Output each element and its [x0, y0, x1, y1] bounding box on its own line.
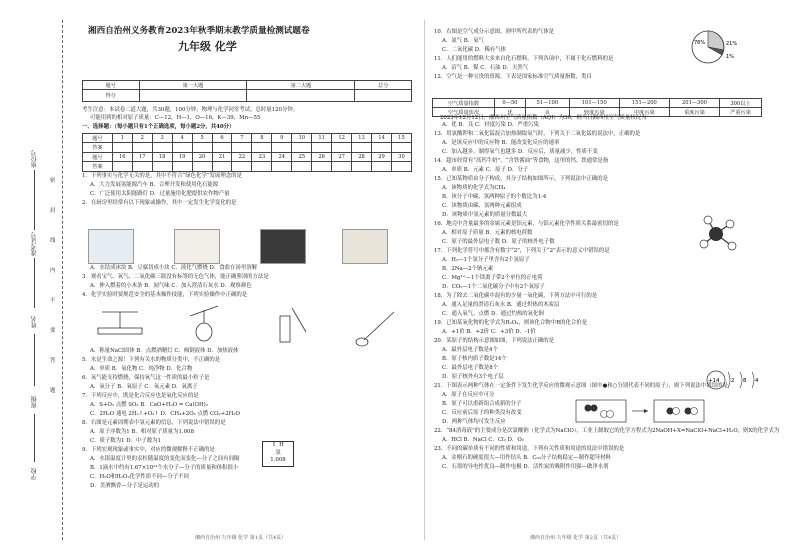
answer-cell[interactable]: [192, 162, 212, 172]
answer-cell[interactable]: [332, 162, 352, 172]
question-number-cell: 15: [391, 134, 411, 143]
answer-cell[interactable]: [112, 162, 132, 172]
answer-cell[interactable]: [252, 162, 272, 172]
question-line: A．是该反应中的反应物 B．能改变化反应的速率: [442, 140, 560, 146]
class-label: 班级: [31, 396, 38, 408]
name-line: [34, 334, 35, 386]
question-line: A．通入足量的澄清石灰水 B．通过炽热的木炭层: [442, 302, 560, 308]
question-line: C．Mg²⁺—1个镁离子带2个单位的正电荷: [442, 275, 543, 281]
aqi-cell: 51—100: [525, 99, 569, 108]
question-line: 7．下列反应中，既是化合反应也是氧化反应的是: [82, 393, 199, 399]
question-number-cell: 23: [252, 153, 272, 162]
question-number-cell: 2: [132, 134, 152, 143]
question-line: 17．下列化学符号中都含有数字“2”，下列关于“2”表示的意义中错误的是: [434, 248, 610, 254]
question-number-cell: 22: [232, 153, 252, 162]
answer-cell[interactable]: [272, 143, 292, 153]
sealing-char: 答: [50, 358, 56, 364]
aqi-row-label: 空气质量指数: [433, 99, 495, 108]
answer-cell[interactable]: [112, 143, 132, 153]
question-line: 13．用氯酸钾和二氧化锰混合加热制取氧气时，下列关于二氧化锰的说法中，正确的是: [434, 131, 641, 137]
question-line: C．2H₂O 通电 2H₂↑+O₂↑ D．CH₄+2O₂ 点燃 CO₂+2H₂O: [90, 411, 240, 417]
sealing-char: 封: [50, 208, 56, 214]
question-line: 2．在厨房里经常有以下现象或操作，其中一定发生化学变化的是: [82, 200, 237, 206]
grid-row-label: 答案: [83, 162, 113, 172]
answer-cell[interactable]: [332, 143, 352, 153]
question-line: A．金刚石的硬度很大—用作钻头 B．C₆₀分子结构稳定—制作超导材料: [442, 455, 611, 461]
aqi-cell: 0—50: [494, 99, 525, 108]
question-line: A．HCl B．NaCl C．Cl₂ D．O₂: [442, 437, 524, 443]
answer-cell[interactable]: [132, 143, 152, 153]
question-line: 20．某原子的结构示意图如图，下列说法正确的是: [434, 338, 555, 344]
question-number-cell: 24: [272, 153, 292, 162]
aqi-cell: 重度污染: [669, 108, 719, 117]
question-line: 21．下图表示两种气体在一定条件下发生化学反应的微观示意图（图中●和○分别代表不同的原子），则下列说法中错误的是: [434, 383, 728, 389]
footer-left: 湘西自治州·九年级 化学 第1页（共4页）: [195, 535, 287, 541]
question-line: A．氧分子 B．氧原子 C．氧元素 D．氧离子: [90, 384, 198, 390]
score-header: 第二大题: [247, 81, 355, 90]
h-symbol: H: [279, 442, 284, 448]
h-number: 1: [272, 442, 276, 448]
question-line: D．美酒飘香—分子是运动的: [90, 483, 160, 489]
pie-label-21: 21%: [726, 41, 738, 47]
aqi-note: 2023年12月12日，湘西州空气质量指数（AQI）为36，则当日湘西州空气质量状况为: [440, 115, 647, 121]
score-cell[interactable]: [355, 90, 412, 102]
question-number-cell: 1: [112, 134, 132, 143]
section-heading: 一、选择题：（每小题只有1个正确选项，每小题2分，共40分）: [82, 124, 235, 130]
question-line: A．单质 B．氧化物 C．纯净物 D．化合物: [90, 366, 193, 372]
question-line: A．相对原子质量 B．元素的核电荷数: [442, 230, 533, 236]
aqi-cell: 151—200: [619, 99, 669, 108]
question-line: 16．地壳中含量最多的金属元素是铝元素，与铝元素化学性质关系最密切的是: [434, 221, 619, 227]
question-number-cell: 20: [192, 153, 212, 162]
question-number-cell: 5: [192, 134, 212, 143]
question-number-cell: 28: [352, 153, 372, 162]
question-number-cell: 12: [332, 134, 352, 143]
question-line: C．质子数为1 D．中子数为1: [90, 438, 161, 444]
answer-cell[interactable]: [391, 143, 411, 153]
question-line: 12．空气是一种宝贵的资源，下表是国家标准空气质量指数，类目: [434, 74, 592, 80]
grid-row-label: 题号: [83, 134, 113, 143]
question-line: A．水结成冰块 B．豆腐切成小块 C．液化气燃烧 D．食盐在汤里溶解: [90, 265, 257, 271]
methane-molecule-model: [694, 212, 742, 256]
question-line: A．优 B．良 C．轻度污染 D．严重污染: [442, 122, 539, 128]
question-number-cell: 19: [172, 153, 192, 162]
question-line: 3．观看宝气、氧气、二氧化碳三瓶没有标签的无色气体，能正确鉴别的方法是: [82, 274, 269, 280]
question-number-cell: 18: [152, 153, 172, 162]
question-line: A．沼气 B．煤 C．石油 D．天然气: [442, 65, 529, 71]
grid-row-label: 题号: [83, 153, 113, 162]
question-line: A．水银温度计里的汞柱随温度的变化而变化—分子之间有间隔: [90, 456, 240, 462]
answer-cell[interactable]: [391, 162, 411, 172]
atom-structure-diagram: [704, 368, 768, 392]
question-line: 14．超市经常有“高钙牛奶”、“含铁酱油”等食物，这里的钙、铁通常是指: [434, 158, 609, 164]
question-number-cell: 8: [252, 134, 272, 143]
question-line: A．单质 B．元素 C．原子 D．分子: [442, 167, 529, 173]
aqi-cell: 300以上: [720, 99, 762, 108]
atomic-masses: 可能用到的相对原子质量：C—12，H—1，O—16，K—39，Mn—55: [90, 115, 261, 121]
question-line: D．该物质中氢元素的质量分数最大: [442, 212, 528, 218]
answer-cell[interactable]: [232, 143, 252, 153]
question-number-cell: 17: [132, 153, 152, 162]
seat-label: 座位号: [31, 150, 38, 168]
question-line: C．石墨的导电性优良—制作电极 D．活性炭的吸附作用强—做净水剂: [442, 464, 609, 470]
question-number-cell: 16: [112, 153, 132, 162]
question-line: B．1滴水中约有1.67×10²¹个水分子—分子的质量和体积很小: [90, 465, 239, 471]
question-number-cell: 21: [212, 153, 232, 162]
pie-label-1: 1%: [726, 54, 734, 60]
nucleus-charge: +14: [708, 378, 720, 384]
question-line: 4．化学实验时要规范安全的基本操作技能，下列实验操作中正确的是: [82, 292, 248, 298]
reaction-micro-diagram: [574, 398, 760, 424]
score-row-label: 得分: [83, 90, 140, 102]
answer-cell[interactable]: [132, 162, 152, 172]
question-line: C．最外层电子数是8个: [442, 365, 499, 371]
question-line: A．原子序数为1 B．相对原子质量为1.008: [90, 429, 194, 435]
question-line: 6．氧气能支持燃烧，保持氧气这一性质的最小粒子是: [82, 375, 210, 381]
question-line: C．加入越多，制得氧气也越多 D．反应后，质量减少，性质不变: [442, 149, 598, 155]
question-line: C．广泛使用太阳能路灯 D．过量施用化肥提供农作物产量: [90, 191, 230, 197]
notice: 考生注意：本试卷二道大题，共30题，100分钟，物理与化学同堂考试，总时量120分钟。: [82, 107, 299, 113]
question-line: A．氮气 B．氧气: [442, 38, 484, 44]
aqi-cell: 优: [494, 108, 525, 117]
score-cell[interactable]: [247, 90, 355, 102]
air-composition-pie: [686, 28, 746, 66]
question-line: A．S+O₂ 点燃 SO₂ B．CaO+H₂O = Ca(OH)₂: [90, 402, 208, 408]
pie-label-78: 78%: [694, 40, 706, 46]
question-line: A．+1价 B．+2价 C．+3价 D．-1价: [442, 329, 536, 335]
lab-operations-figure: [84, 302, 414, 348]
salt-soup-image: [342, 229, 388, 264]
question-number-cell: 25: [292, 153, 312, 162]
question-line: D．两种气体均可发生反应: [442, 419, 506, 425]
sealing-char: 线: [50, 238, 56, 244]
question-line: 15．已知某物质由分子构成，其分子结构如图所示，下列说法中正确的是: [434, 176, 608, 182]
question-line: A．伸入燃着的小木条 B．闻气味 C．加入澄清石灰水 D．观察颜色: [90, 283, 252, 289]
question-line: C．该物质由碳、氢两种元素组成: [442, 203, 522, 209]
question-number-cell: 9: [272, 134, 292, 143]
answer-grid: [82, 133, 412, 172]
question-number-cell: 10: [292, 134, 312, 143]
question-number-cell: 27: [332, 153, 352, 162]
aqi-cell: 严重污染: [720, 108, 762, 117]
aqi-cell: 201—300: [669, 99, 719, 108]
question-line: A．大力发展氢能源汽车 B．合理开发和使用化石能源: [90, 182, 219, 188]
question-number-cell: 13: [352, 134, 372, 143]
question-line: A．该物质的化学式为CH₄: [442, 185, 506, 191]
school-label: 学校: [31, 468, 38, 480]
question-number-cell: 7: [232, 134, 252, 143]
score-header: 题号: [83, 81, 140, 90]
question-line: B．该分子中碳、氢两种原子的个数比为1:4: [442, 194, 547, 200]
question-line: C．反应前后原子的种类没有改变: [442, 410, 522, 416]
question-line: D．CO₂—1个二氧化碳分子中有2个氧原子: [442, 284, 545, 290]
answer-cell[interactable]: [252, 143, 272, 153]
gas-stove-image: [260, 229, 306, 264]
question-number-cell: 29: [372, 153, 392, 162]
answer-cell[interactable]: [152, 162, 172, 172]
question-line: C．二氧化碳 D．稀有气体: [442, 47, 507, 53]
question-line: B．原子可以重新组合成新的分子: [442, 401, 522, 407]
h-mass: 1.008: [270, 457, 286, 463]
question-number-cell: 26: [312, 153, 332, 162]
question-line: A．原子在反应中可分: [442, 392, 495, 398]
question-line: 23．不同的碳单质有不同的性质和用途，下列有关性质和用途的说法中错误的是: [434, 446, 625, 452]
question-number-cell: 4: [172, 134, 192, 143]
binding-dashed-line: [62, 20, 63, 540]
shell-2: 8: [743, 378, 747, 384]
answer-cell[interactable]: [372, 162, 392, 172]
question-line: 8．右图是元素周期表中氢元素的信息，下列说法中错误的是: [82, 420, 226, 426]
question-number-cell: 6: [212, 134, 232, 143]
answer-cell[interactable]: [352, 162, 372, 172]
answer-cell[interactable]: [372, 143, 392, 153]
exam-subtitle: 九年级 化学: [178, 40, 237, 53]
answer-cell[interactable]: [172, 162, 192, 172]
question-line: C．H₂O和H₂O₂化学性质不同—分子不同: [90, 474, 189, 480]
question-line: 1．下列事实与化学无关的是，其中不符合“绿色化学”发展理念的是: [82, 173, 242, 179]
question-line: B．原子核内质子数是14个: [442, 356, 507, 362]
question-line: C．原子的最外层电子数 D．原子的核外电子数: [442, 239, 555, 245]
question-line: 11．人们能用的燃料大多来自化石燃料，下列各项中，不属于化石燃料的是: [434, 56, 614, 62]
exam-title: 湘西自治州义务教育2023年秋季期末教学质量检测试题卷: [88, 26, 310, 36]
aqi-cell: 良: [525, 108, 569, 117]
question-line: A．称量NaCl固体 B．点燃酒精灯 C．倾倒液体 D．加热液体: [90, 348, 239, 354]
answer-cell[interactable]: [292, 143, 312, 153]
question-number-cell: 11: [312, 134, 332, 143]
column-divider: [424, 20, 425, 540]
h-name: 氢: [275, 449, 281, 456]
score-cell[interactable]: [139, 90, 247, 102]
sealing-char: 内: [50, 268, 56, 274]
score-header: 总分: [355, 81, 412, 90]
question-number-cell: 14: [372, 134, 392, 143]
answer-cell[interactable]: [192, 143, 212, 153]
name-label: 姓名: [31, 316, 38, 328]
answer-cell[interactable]: [212, 162, 232, 172]
answer-cell[interactable]: [292, 162, 312, 172]
class-line: [34, 414, 35, 462]
shell-1: 2: [731, 378, 735, 384]
answer-cell[interactable]: [172, 143, 192, 153]
question-line: D．原子核外有3个电子层: [442, 374, 504, 380]
answer-cell[interactable]: [352, 143, 372, 153]
aqi-cell: 中度污染: [619, 108, 669, 117]
question-line: 5．水是生命之源！下列有关水的物质分类中，不正确的是: [82, 357, 221, 363]
exam-no-label: 准考证号: [31, 232, 38, 256]
question-line: 22．“84消毒液”的主要成分是次氯酸钠（化学式为NaClO），工业上制取它的化学方程式为2NaOH+X=NaClO+NaCl+H₂O，则X的化学式为: [434, 428, 780, 434]
question-line: B．2Na—2个钠元素: [442, 266, 494, 272]
aqi-cell: 101—150: [569, 99, 619, 108]
hydrogen-tile: [262, 441, 294, 467]
tofu-image: [174, 229, 220, 264]
exam-no-line: [34, 258, 35, 308]
question-number-cell: 30: [391, 153, 411, 162]
sealing-char: 要: [50, 328, 56, 334]
question-line: 19．已知某氧化物的化学式为R₂O₃，则该化合物中R的化合价是: [434, 320, 588, 326]
ice-cube-image: [88, 229, 134, 264]
answer-cell[interactable]: [152, 143, 172, 153]
sealing-char: 题: [50, 388, 56, 394]
question-line: 10．右图是空气成分示意图，则甲所代表的气体是: [434, 29, 555, 35]
answer-cell[interactable]: [312, 143, 332, 153]
aqi-row-label: 空气质量状况: [433, 108, 495, 117]
question-number-cell: 3: [152, 134, 172, 143]
seat-line: [34, 170, 35, 230]
answer-cell[interactable]: [232, 162, 252, 172]
score-header: 第一大题: [139, 81, 247, 90]
shell-3: 4: [755, 378, 759, 384]
sealing-char: 密: [50, 178, 56, 184]
answer-cell[interactable]: [212, 143, 232, 153]
answer-cell[interactable]: [312, 162, 332, 172]
question-line: 18．为了除去二氧化碳中混有的少量一氧化碳，下列方法中可行的是: [434, 293, 598, 299]
question-line: A．最外层电子数是4个: [442, 347, 498, 353]
question-line: C．通入氧气，点燃 D．通过灼热的氧化铜: [442, 311, 544, 317]
answer-cell[interactable]: [272, 162, 292, 172]
question-line: A．H₂—1个氢分子里含有2个氢原子: [442, 257, 530, 263]
grid-row-label: 答案: [83, 143, 113, 153]
question-line: 9．下列宏观现象或事实中，对应的微观解释不正确的是: [82, 447, 215, 453]
score-table: [82, 80, 412, 102]
aqi-cell: 轻度污染: [569, 108, 619, 117]
footer-right: 湘西自治州·九年级 化学 第2页（共4页）: [530, 535, 622, 541]
sealing-char: 不: [50, 298, 56, 304]
